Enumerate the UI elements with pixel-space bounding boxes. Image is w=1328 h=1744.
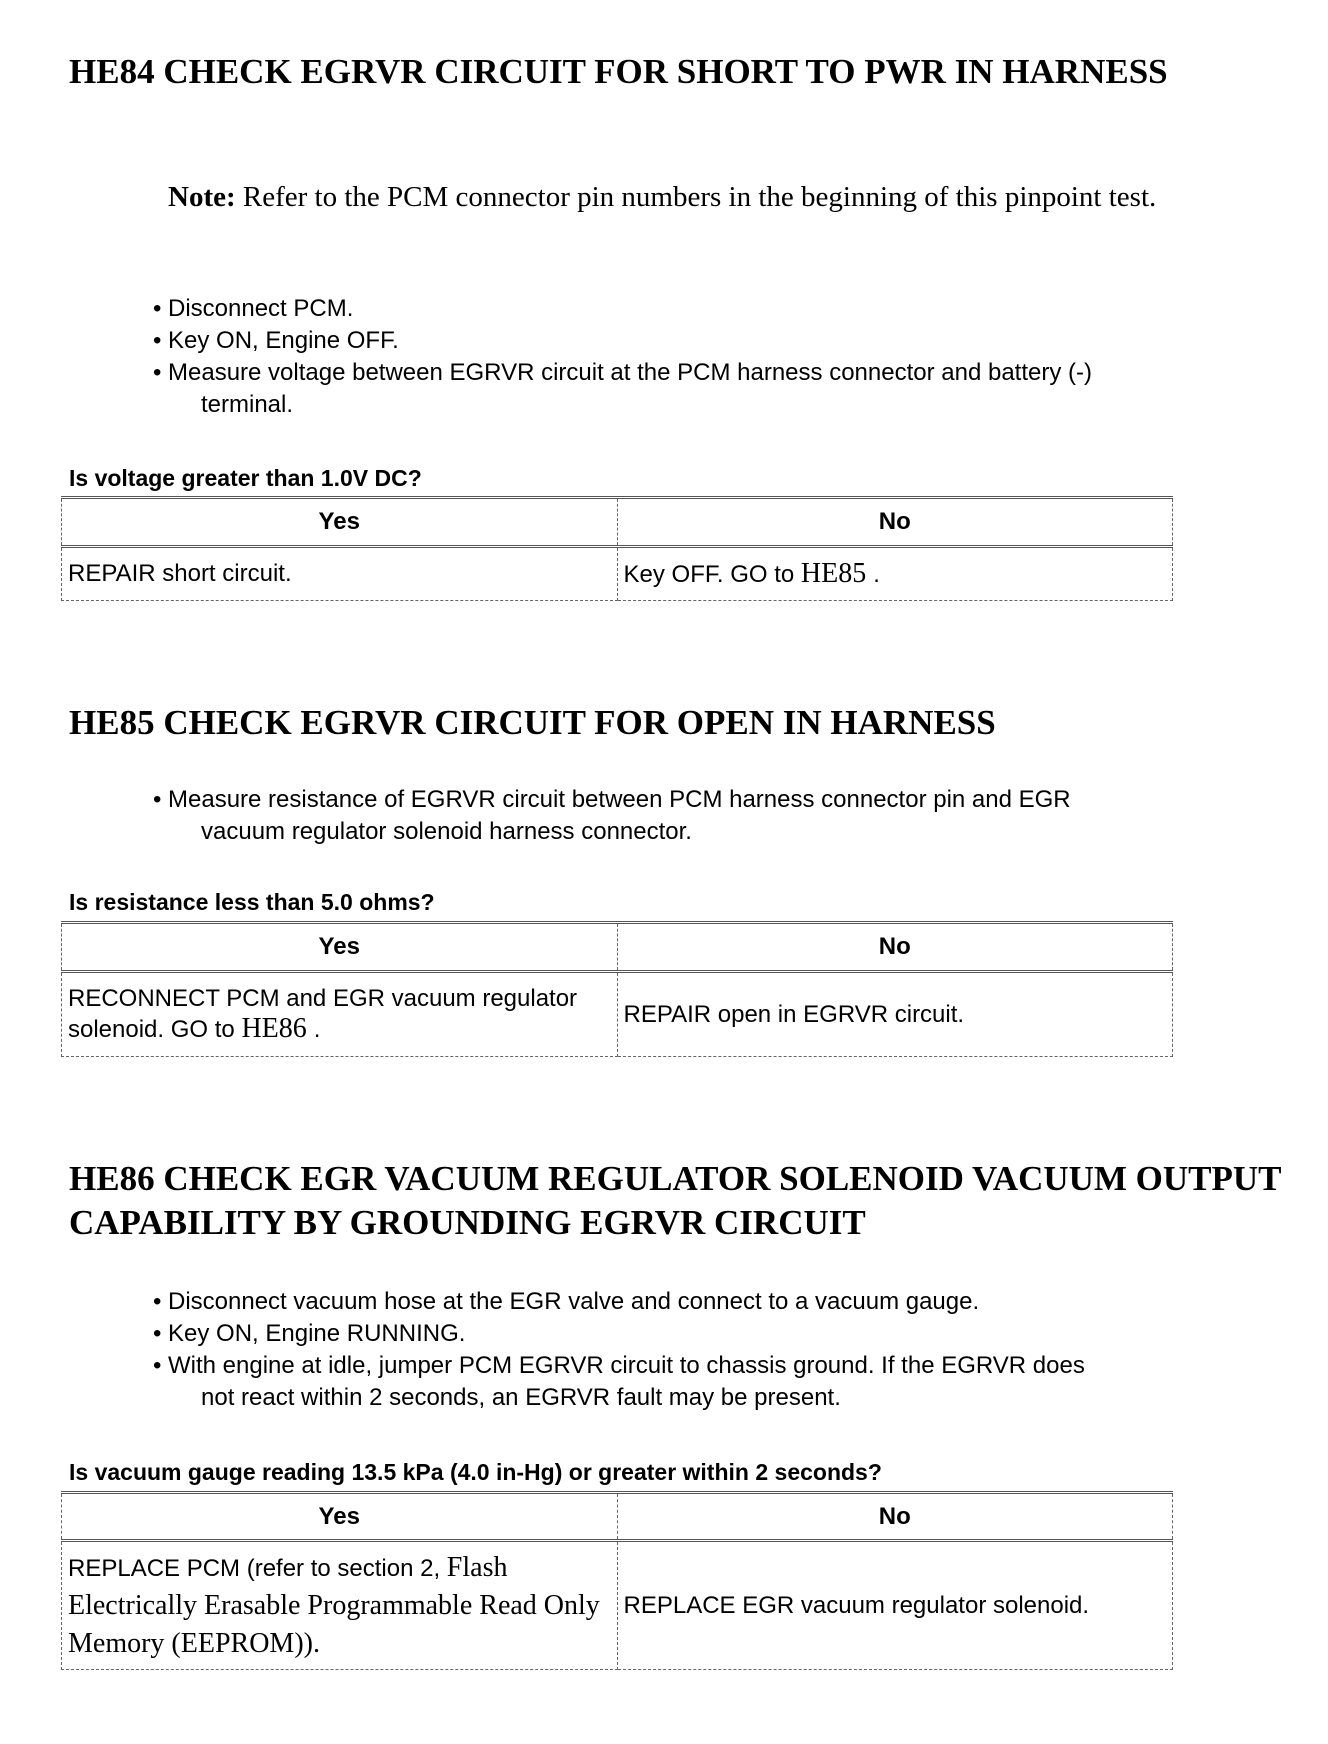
step: • With engine at idle, jumper PCM EGRVR circuit to chassis ground. If the EGRVR does [153, 1352, 1085, 1379]
yes-action: RECONNECT PCM and EGR vacuum regulator solenoid. GO to HE86 . [62, 972, 618, 1057]
note-text: Refer to the PCM connector pin numbers in the beginning of this pinpoint test. [235, 181, 1157, 213]
link-he85[interactable]: HE85 [800, 558, 874, 589]
step: • Disconnect PCM. [153, 295, 354, 322]
note-label: Note: [168, 181, 236, 213]
step-list [153, 293, 1253, 421]
link-he86[interactable]: HE86 [241, 1012, 314, 1044]
yes-header: Yes [62, 498, 618, 547]
yes-action: REPAIR short circuit. [62, 547, 618, 601]
answer-table [61, 1491, 1173, 1670]
no-header: No [617, 1493, 1173, 1541]
step-list [153, 784, 1253, 848]
step: • Disconnect vacuum hose at the EGR valve and connect to a vacuum gauge. [153, 1288, 980, 1315]
step: • Measure resistance of EGRVR circuit between PCM harness connector pin and EGR [153, 786, 1071, 813]
yes-header: Yes [62, 1493, 618, 1541]
yes-action: REPLACE PCM (refer to section 2, Flash Electrically Erasable Programmable Read Only Memory (EEPROM)). [62, 1541, 618, 1670]
no-header: No [617, 923, 1173, 972]
step-list [153, 1286, 1253, 1414]
section-title-he85: HE85 CHECK EGRVR CIRCUIT FOR OPEN IN HARNESS [69, 703, 996, 742]
no-action: REPLACE EGR vacuum regulator solenoid. [617, 1541, 1173, 1670]
step-continuation: vacuum regulator solenoid harness connector. [201, 818, 692, 845]
step-continuation: terminal. [201, 391, 294, 418]
link-flash-eeprom[interactable]: Flash Electrically Erasable Programmable Read Only Memory (EEPROM) [68, 1551, 600, 1659]
question: Is vacuum gauge reading 13.5 kPa (4.0 in-Hg) or greater within 2 seconds? [69, 1459, 882, 1485]
question: Is resistance less than 5.0 ohms? [69, 889, 435, 915]
answer-table [61, 496, 1173, 601]
section-title-he84: HE84 CHECK EGRVR CIRCUIT FOR SHORT TO PWR IN HARNESS [69, 52, 1168, 91]
no-header: No [617, 498, 1173, 547]
note [168, 178, 1248, 216]
question: Is voltage greater than 1.0V DC? [69, 465, 422, 491]
no-action: Key OFF. GO to HE85 . [617, 547, 1173, 601]
answer-table [61, 921, 1173, 1057]
step-continuation: not react within 2 seconds, an EGRVR fault may be present. [201, 1384, 841, 1411]
step: • Key ON, Engine OFF. [153, 327, 399, 354]
step: • Measure voltage between EGRVR circuit at the PCM harness connector and battery (-) [153, 359, 1092, 386]
step: • Key ON, Engine RUNNING. [153, 1320, 466, 1347]
no-action: REPAIR open in EGRVR circuit. [617, 972, 1173, 1057]
section-title-he86: HE86 CHECK EGR VACUUM REGULATOR SOLENOID VACUUM OUTPUT CAPABILITY BY GROUNDING EGRVR CIRCUIT [69, 1159, 1281, 1242]
yes-header: Yes [62, 923, 618, 972]
